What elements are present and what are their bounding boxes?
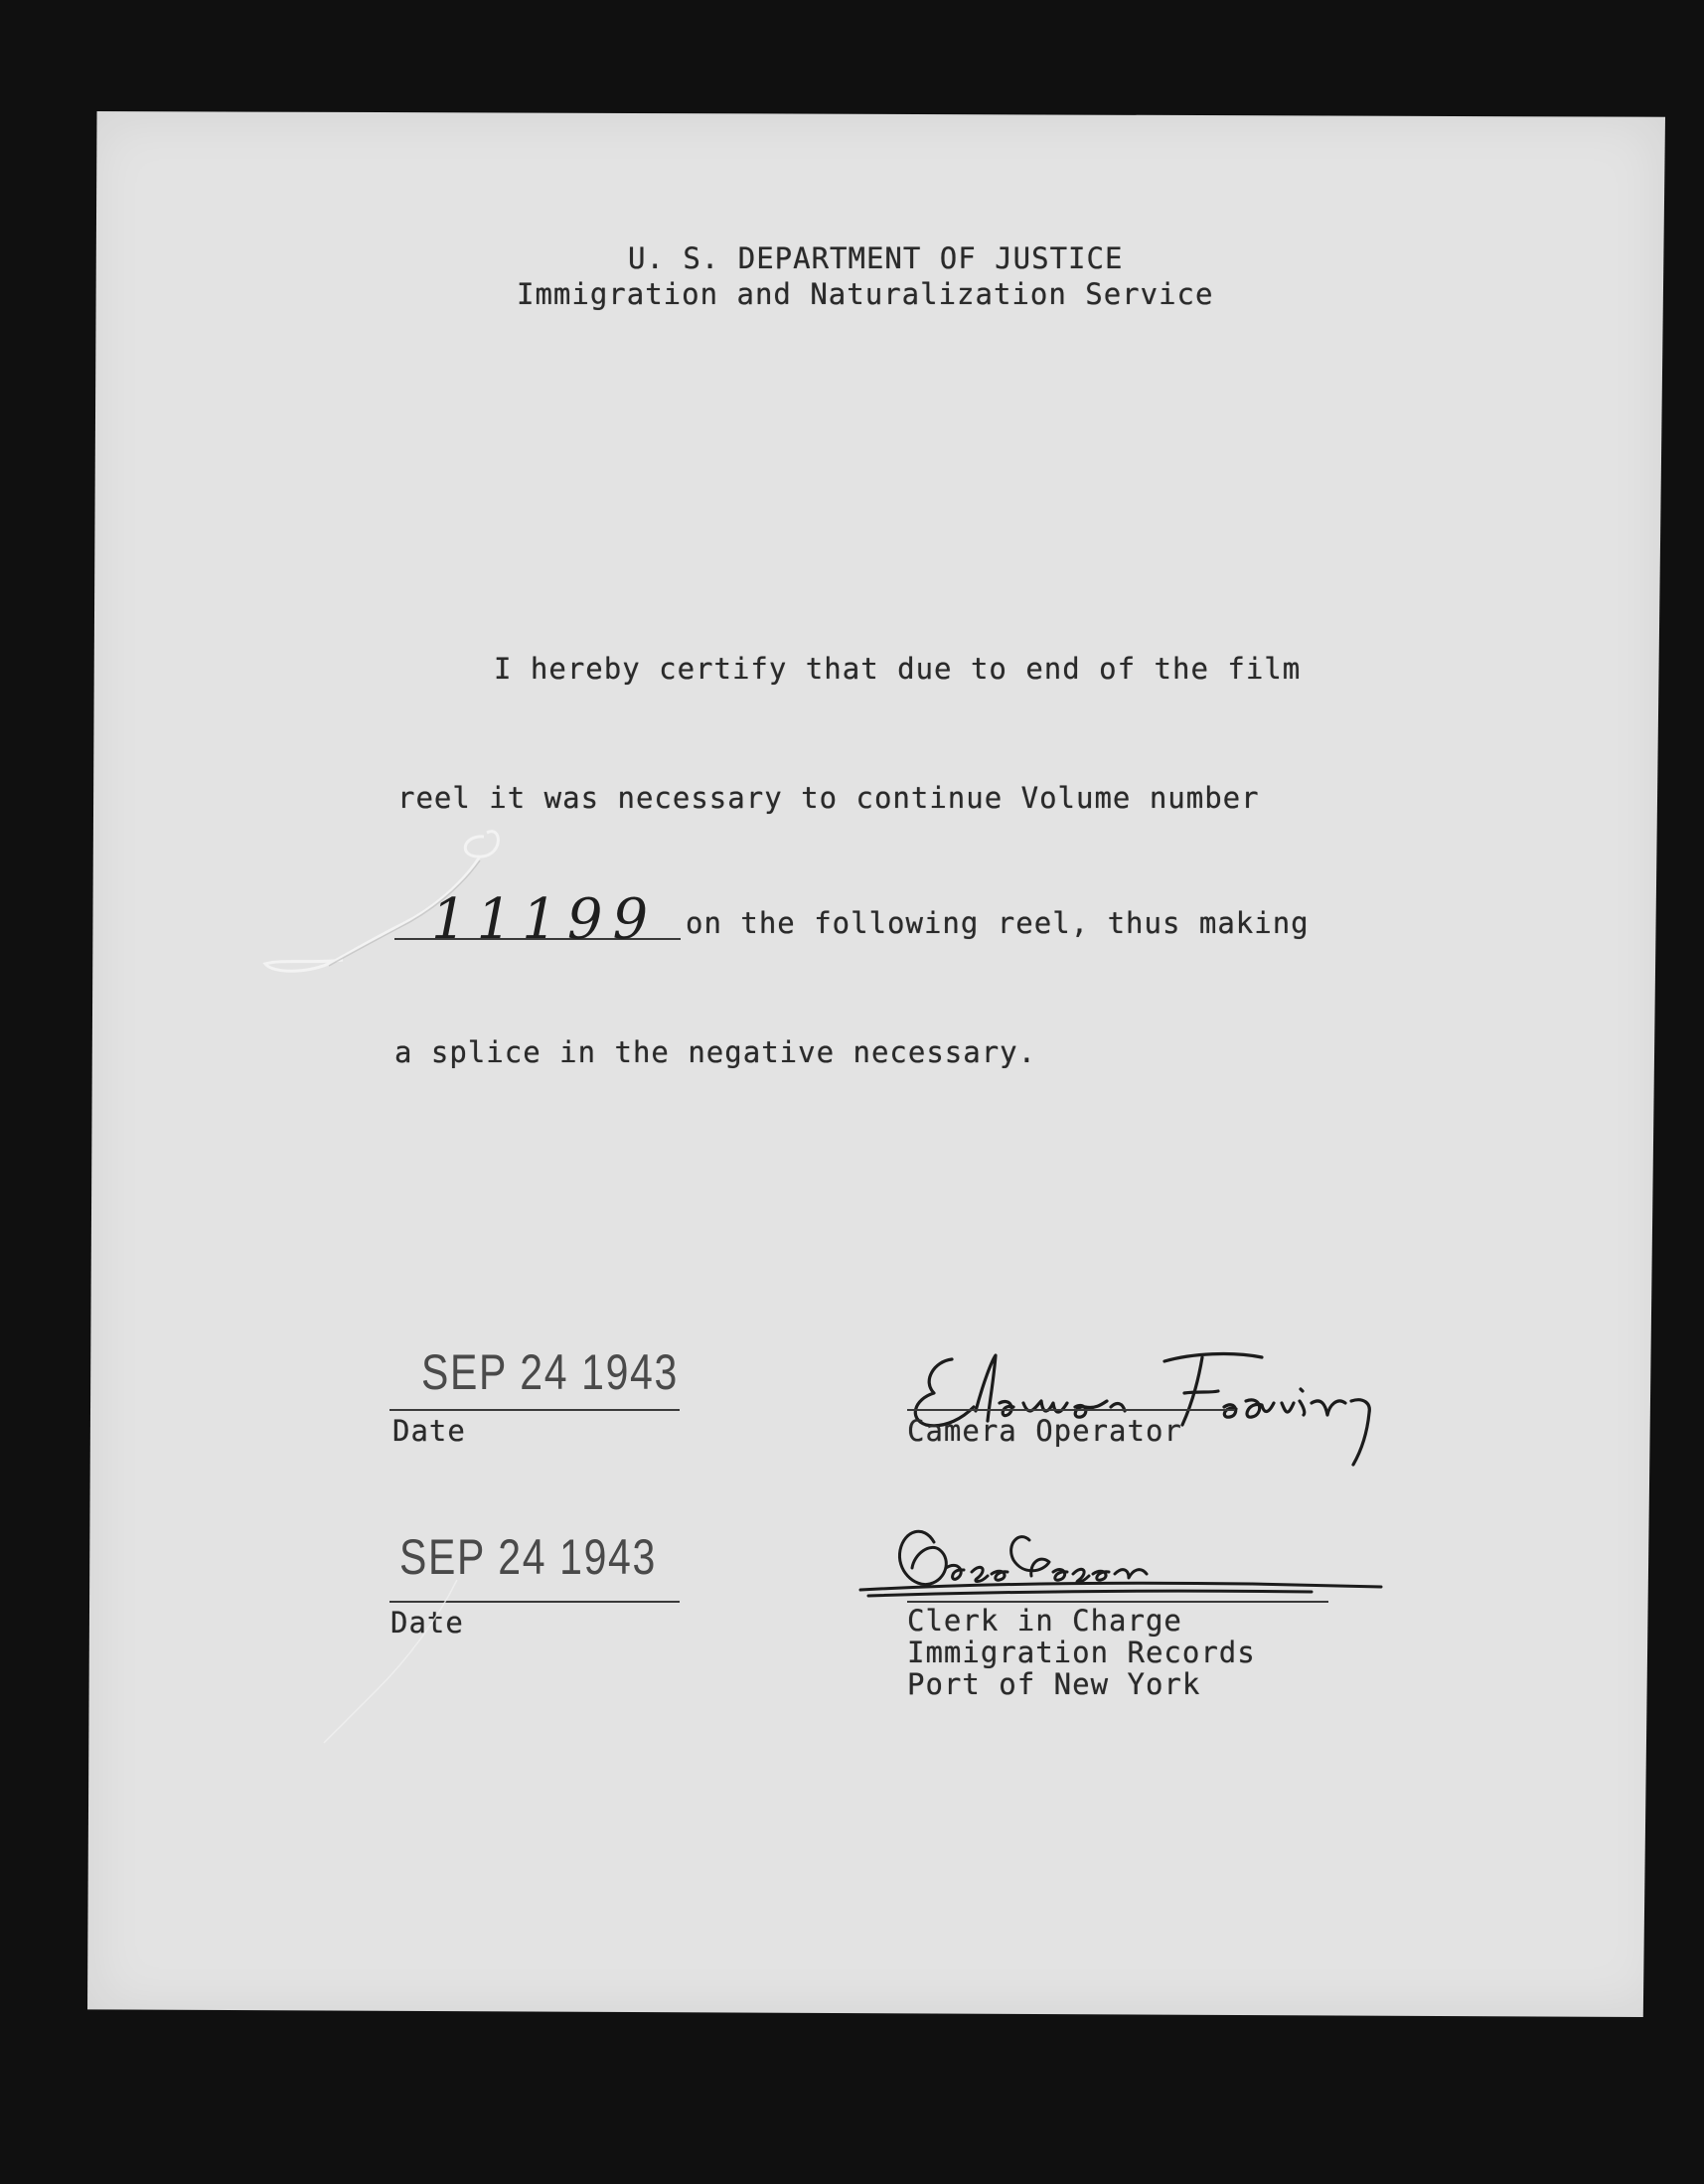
volume-number-handwritten: 11199 [431, 887, 659, 952]
clerk-title-label: Clerk in Charge [907, 1604, 1182, 1638]
film-scratch [318, 1570, 507, 1749]
operator-signature [904, 1341, 1421, 1471]
agency-heading: U. S. DEPARTMENT OF JUSTICE [628, 241, 1124, 275]
camera-operator-label: Camera Operator [907, 1414, 1182, 1448]
certificate-line-4: a splice in the negative necessary. [394, 1035, 1037, 1069]
clerk-signature-line [907, 1601, 1328, 1603]
date-label-2: Date [390, 1606, 464, 1639]
port-label: Port of New York [907, 1667, 1201, 1701]
certificate-line-3: on the following reel, thus making [686, 906, 1310, 940]
operator-signature-line [907, 1409, 1235, 1411]
service-heading: Immigration and Naturalization Service [517, 277, 1214, 311]
date-stamp-1: SEP 24 1943 [421, 1344, 679, 1400]
certificate-line-1: I hereby certify that due to end of the film [494, 652, 1302, 686]
date-line-1 [389, 1409, 680, 1411]
immigration-records-label: Immigration Records [907, 1636, 1256, 1669]
date-stamp-2: SEP 24 1943 [399, 1529, 657, 1585]
certificate-line-2: reel it was necessary to continue Volume number [397, 781, 1260, 815]
date-label-1: Date [392, 1414, 466, 1448]
